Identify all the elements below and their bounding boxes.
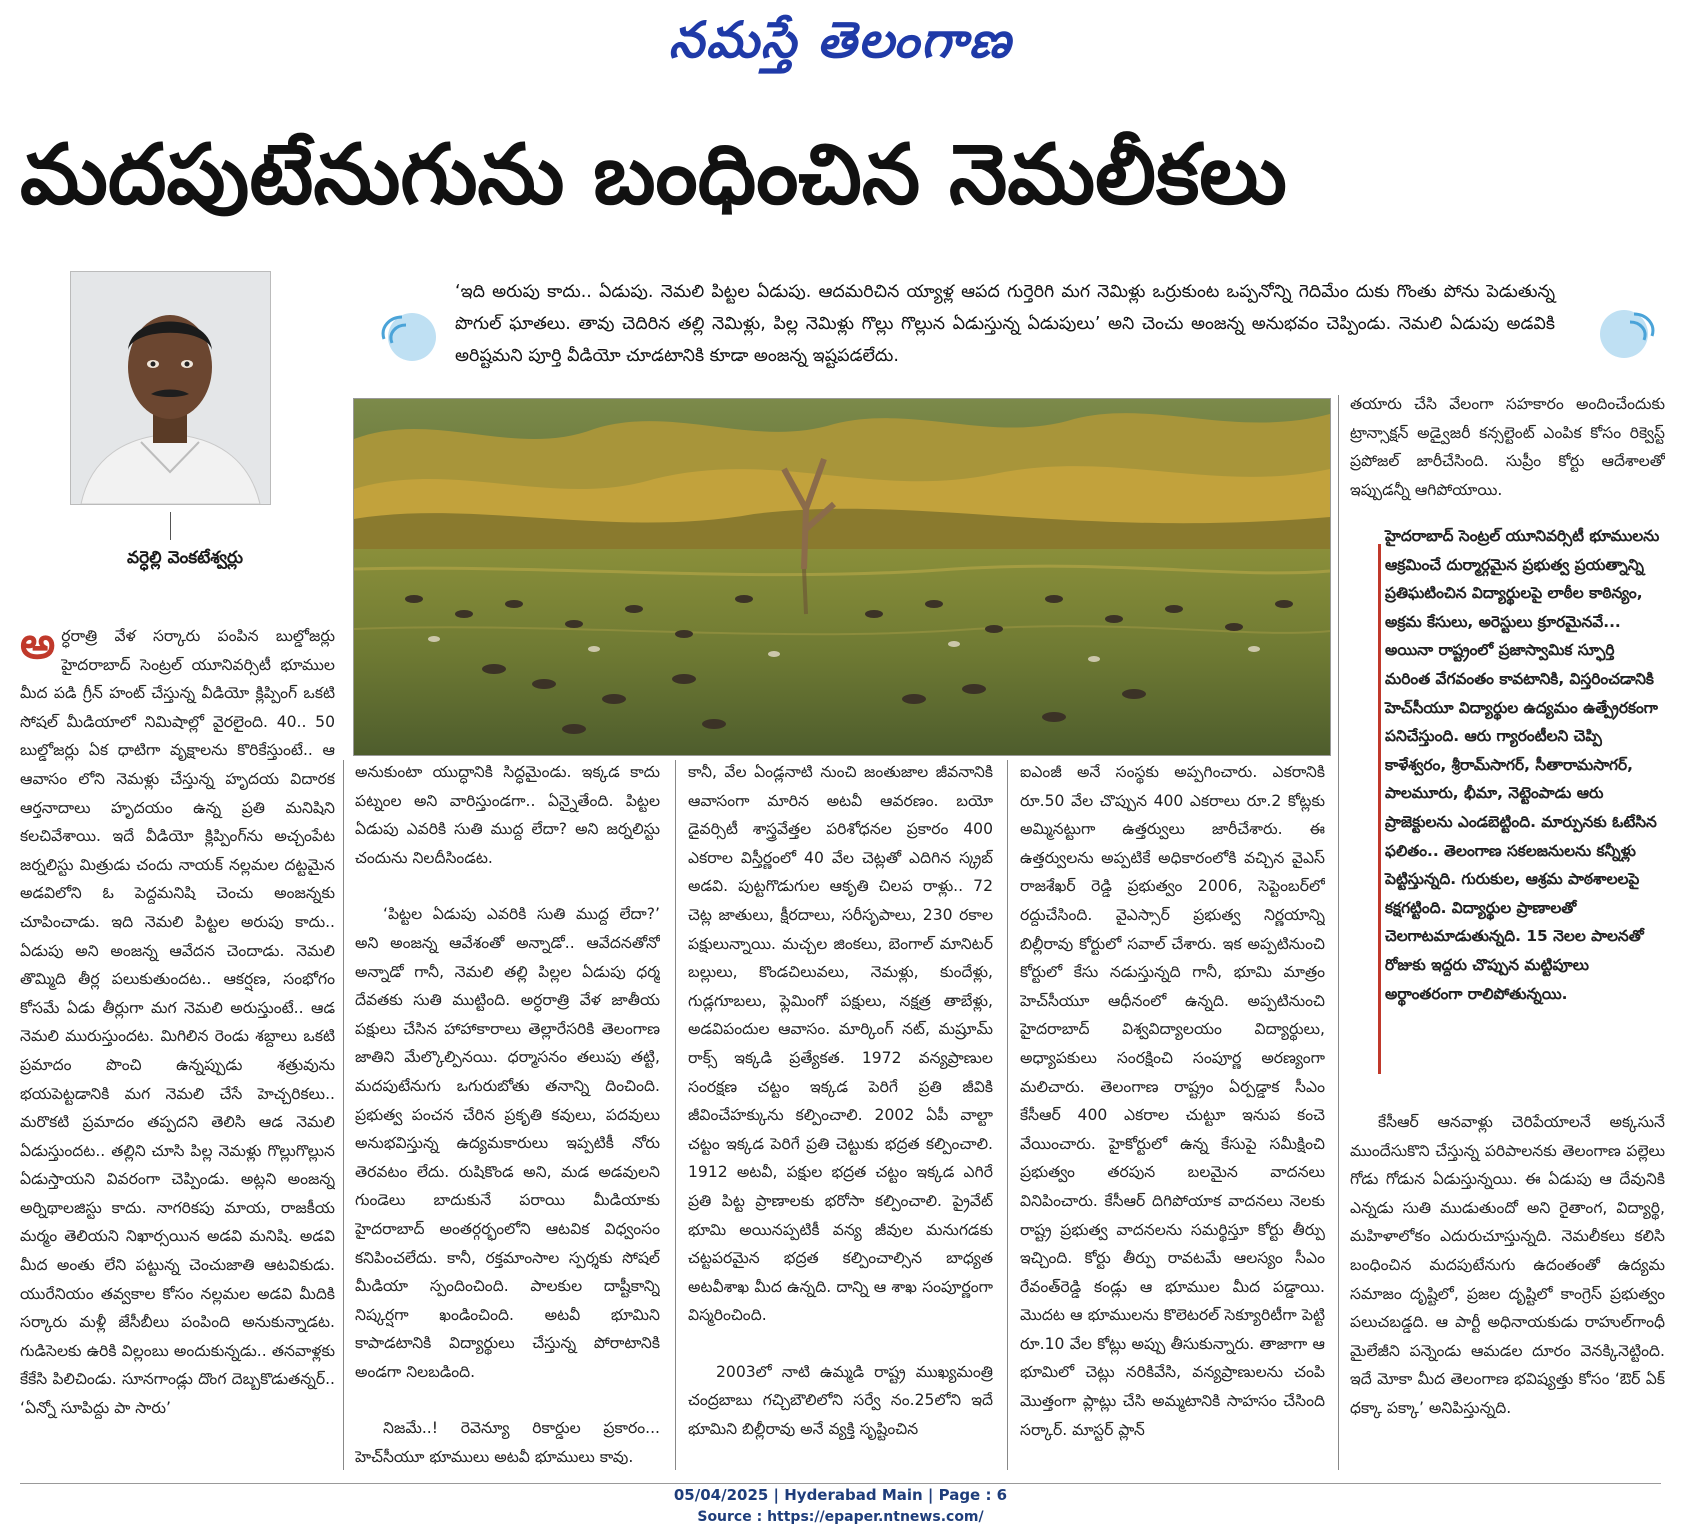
- pull-quote: ‘ఇది అరుపు కాదు.. ఏడుపు. నెమలి పిట్టల ఏడుపు. ఆదమరిచిన య్యాళ్ల ఆపద గుర్తెరిగి మగ నెమిళ్లు ఒర్రుకుంట ఒప్పనోన్ని గెదిమేం దుకు గొంతు పోను పెడుతున్న పొగుల్ ఘాతలు. తావు చెదిరిన తల్లి నెమిళ్లు, పిల్ల నెమిళ్లు గొల్లు గొల్లున ఏడుస్తున్న ఏడుపులు’ అని చెంచు అంజన్న అనుభవం చెప్పిండు. నెమలి ఏడుపు అడవికి అరిష్టమని పూర్తి వీడియో చూడటానికి కూడా అంజన్న ఇష్టపడలేదు.: [455, 282, 1555, 366]
- column-text: కేసీఆర్ ఆనవాళ్లు చెరిపేయాలనే అక్కసునే ముందేసుకొని చేస్తున్న పరిపాలనకు తెలంగాణ పల్లెలు గోడు గోడున ఏడుస్తున్నయి. ఈ ఏడుపు ఆ దేవునికి ఎన్నడు సుతి ముడుతుందో అని రైతాంగ, విద్యార్థి, మహిళాలోకం ఎదురుచూస్తున్నది. నెమలీకలు కలిసి బంధించిన మదపుటేనుగు ఉదంతంతో ఉద్యమ సమాజం దృష్టిలో, ప్రజల దృష్టిలో కాంగ్రెస్ ప్రభుత్వం పలుచబడ్డది. ఆ పార్టీ అధినాయకుడు రాహుల్‌గాంధీ మైలేజీని పన్నెండు ఆమడల దూరం వెనక్కినెట్టింది. ఇదే మోకా మీద తెలంగాణ భవిష్యత్తు కోసం ‘ఔర్ ఏక్ ధక్కా పక్కా’ అనిపిస్తున్నది.: [1350, 1113, 1665, 1417]
- article-column-2: [355, 758, 660, 1470]
- footer-edition-info: 05/04/2025 | Hyderabad Main | Page : 6: [673, 1486, 1008, 1504]
- column-divider: [343, 760, 344, 1470]
- drop-cap: అ: [20, 622, 56, 669]
- author-byline: వర్ధెల్లి వెంకటేశ్వర్లు: [127, 548, 243, 568]
- column-text: ఐఎంజీ అనే సంస్థకు అప్పగించారు. ఎకరానికి రూ.50 వేల చొప్పున 400 ఎకరాలు రూ.2 కోట్లకు అమ్మినట్టుగా ఉత్తర్వులు జారీచేశారు. ఈ ఉత్తర్వులను అప్పటికే అధికారంలోకి వచ్చిన వైఎస్ రాజశేఖర్ రెడ్డి ప్రభుత్వం 2006, సెప్టెంబర్‌లో రద్దుచేసింది. వైఎస్సార్ ప్రభుత్వ నిర్ణయాన్ని బిల్లీరావు కోర్టులో సవాల్ చేశారు. ఇక అప్పటినుంచి కోర్టులో కేసు నడుస్తున్నది గానీ, భూమి మాత్రం హెచ్‌సీయూ ఆధీనంలో ఉన్నది. అప్పటినుంచి హైదరాబాద్ విశ్వవిద్యాలయం విద్యార్థులు, అధ్యాపకులు సంరక్షించి సంపూర్ణ అరణ్యంగా మలిచారు. తెలంగాణ రాష్ట్రం ఏర్పడ్డాక సీఎం కేసీఆర్ 400 ఎకరాల చుట్టూ ఇనుప కంచె వేయించారు. హైకోర్టులో ఉన్న కేసుపై సమీక్షించి ప్రభుత్వం తరపున బలమైన వాదనలు వినిపించారు. కేసీఆర్ దిగిపోయాక వాదనలు నెలకు రాష్ట్ర ప్రభుత్వ వాదనలను సమర్థిస్తూ కోర్టు తీర్పు ఇచ్చింది. కోర్టు తీర్పు రావటమే ఆలస్యం సీఎం రేవంత్‌రెడ్డి కండ్లు ఆ భూముల మీద పడ్డాయి. మొదట ఆ భూములను కొలెటరల్ సెక్యూరిటీగా పెట్టి రూ.10 వేల కోట్లు అప్పు తీసుకున్నారు. తాజాగా ఆ భూమిలో చెట్లు నరికివేసి, వన్యప్రాణులను చంపి మొత్తంగా ప్లాట్లు చేసి అమ్మటానికి సాహసం చేసింది సర్కార్. మాస్టర్ ప్లాన్: [1020, 763, 1325, 1439]
- column-divider: [675, 760, 676, 1470]
- quote-close-icon: [1598, 302, 1666, 362]
- masthead-logo: నమస్తే తెలంగాణ: [668, 10, 1013, 69]
- article-column-4: [1020, 758, 1325, 1470]
- paragraph: నిజమే..! రెవెన్యూ రికార్డుల ప్రకారం... హెచ్‌సీయూ భూములు అటవీ భూములు కావు.: [355, 1419, 660, 1467]
- author-photo: [70, 271, 271, 505]
- column-divider: [1338, 395, 1339, 1470]
- footer-divider: [20, 1483, 1661, 1484]
- byline-connector: [170, 512, 171, 540]
- column-divider: [1007, 760, 1008, 1470]
- quote-open-icon: [370, 305, 438, 365]
- column-text: ర్ధరాత్రి వేళ సర్కారు పంపిన బుల్డోజర్లు హైదరాబాద్ సెంట్రల్ యూనివర్సిటీ భూముల మీద పడి గ్రీన్ హంట్ చేస్తున్న వీడియో క్లిప్పింగ్ ఒకటి సోషల్ మీడియాలో నిమిషాల్లో వైరలైంది. 40.. 50 బుల్డోజర్లు ఏక ధాటిగా వృక్షాలను కొరికేస్తుంటే.. ఆ ఆవాసం లోని నెమళ్లు చేస్తున్న హృదయ విదారక ఆర్తనాదాలు హృదయం ఉన్న ప్రతి మనిషిని కలచివేశాయి. ఇదే వీడియో క్లిప్పింగ్‌ను అచ్చంపేట జర్నలిస్టు మిత్రుడు చందు నాయక్ నల్లమల దట్టమైన అడవిలోని ఓ పెద్దమనిషి చెంచు అంజన్నకు చూపించాడు. ఇది నెమలి పిట్టల అరుపు కాదు.. ఏడుపు అని అంజన్న ఆవేదన చెందాడు. నెమలి తొమ్మిది తీర్ల పలుకుతుందట.. ఆకర్షణ, సంభోగం కోసమే ఏడు తీర్లుగా మగ నెమలి అరుస్తుంటే.. ఆడ నెమలి మురుస్తుందట. మిగిలిన రెండు శబ్దాలు ఒకటి ప్రమాదం పొంచి ఉన్నప్పుడు శత్రువును భయపెట్టడానికి మగ నెమలి చేసే హెచ్చరికలు.. మరొకటి ప్రమాదం తప్పదని తెలిసి ఆడ నెమలి ఏడుస్తుందట.. తల్లిని చూసి పిల్ల నెమళ్లు గొల్లుగొల్లున ఏడుస్తాయని వివరంగా చెప్పిండు. అట్లని అంజన్న అర్నిథాలజిస్టు కాదు. నాగరికపు మాయ, రాజకీయ మర్మం తెలియని నిఖార్సయిన అడవి మనిషి. అడవి మీద అంతు లేని పట్టున్న చెంచుజాతి ఆటవికుడు. యురేనియం తవ్వకాల కోసం నల్లమల అడవి మీదికి సర్కారు మళ్లీ జేసీబీలు పంపింది అనుకున్నాడట. గుడిసెలకు ఉరికి విల్లంబు అందుకున్నడు.. తనవాళ్లకు కేకేసి పిలిచిండు. సూనగాండ్లు దొంగ దెబ్బకొడుతన్నర్.. ‘ఏన్నో సూపిద్దు పా సారు’: [20, 627, 335, 1418]
- paragraph: కానీ, వేల ఏండ్లనాటి నుంచి జంతుజాల జీవనానికి ఆవాసంగా మారిన అటవీ ఆవరణం. బయో డైవర్సిటీ శాస్త్రవేత్తల పరిశోధనల ప్రకారం 400 ఎకరాల విస్తీర్ణంలో 40 వేల చెట్లతో ఎదిగిన స్క్రబ్ అడవి. పుట్టగొడుగుల ఆకృతి చిలప రాళ్లు.. 72 చెట్ల జాతులు, క్షీరదాలు, సరీసృపాలు, 230 రకాల పక్షులున్నాయి. మచ్చల జింకలు, బెంగాల్ మానిటర్ బల్లులు, కొండచిలువలు, నెమళ్లు, కుందేళ్లు, గుడ్లగూబలు, ఫ్లెమింగో పక్షులు, నక్షత్ర తాబేళ్లు, అడవిపందుల ఆవాసం. మార్కింగ్ నట్, మష్రూమ్ రాక్స్ ఇక్కడి ప్రత్యేకత. 1972 వన్యప్రాణుల సంరక్షణ చట్టం ఇక్కడ పెరిగే ప్రతి జీవికి జీవించేహక్కును కల్పించాలి. 2002 ఏపీ వాల్టా చట్టం ఇక్కడ పెరిగే ప్రతి చెట్టుకు భద్రత కల్పించాలి. 1912 అటవీ, పక్షుల భద్రత చట్టం ఇక్కడ ఎగిరే ప్రతి పిట్ట ప్రాణాలకు భరోసా కల్పించాలి. ప్రైవేట్ భూమి అయినప్పటికీ వన్య జీవుల మనుగడకు చట్టపరమైన భద్రత కల్పించాల్సిన బాధ్యత అటవీశాఖ మీద ఉన్నది. దాన్ని ఆ శాఖ సంపూర్ణంగా విస్మరించింది.: [688, 763, 993, 1325]
- paragraph: ‘పిట్టల ఏడుపు ఎవరికి సుతి ముద్ద లేదా?’ అని అంజన్న ఆవేశంతో అన్నాడో.. ఆవేదనతోనో అన్నాడో గానీ, నెమలి తల్లి పిల్లల ఏడుపు ధర్మ దేవతకు సుతి ముట్టింది. అర్ధరాత్రి వేళ జాతీయ పక్షులు చేసిన హాహాకారాలు తెల్లారేసరికి తెలంగాణ జాతిని మేల్కొల్పినయి. ధర్మాసనం తలుపు తట్టి, మదపుటేనుగు ఒగురుబోతు తనాన్ని దించింది. ప్రభుత్వ పంచన చేరిన ప్రకృతి కవులు, పదవులు అనుభవిస్తున్న ఉద్యమకారులు ఇప్పటికీ నోరు తెరవటం లేదు. రుషికొండ అని, మడ అడవులని గుండెలు బాదుకునే పరాయి మీడియాకు హైదరాబాద్ అంతర్గర్భంలోని ఆటవిక విధ్వంసం కనిపించలేదు. కానీ, రక్తమాంసాల స్పర్శకు సోషల్ మీడియా స్పందించింది. పాలకుల దాష్టీకాన్ని నిష్కర్షగా ఖండించింది. అటవీ భూమిని కాపాడటానికి విద్యార్థులు చేస్తున్న పోరాటానికి అండగా నిలబడింది.: [355, 905, 660, 1381]
- paragraph: అనుకుంటా యుద్ధానికి సిద్ధమైండు. ఇక్కడ కాదు పట్నంల అని వారిస్తుండగా.. ఏన్నైతేంది. పిట్టల ఏడుపు ఎవరికి సుతి ముద్ద లేదా? అని జర్నలిస్టు చందును నిలదీసిండట.: [355, 763, 660, 867]
- lake-photo: [353, 398, 1331, 756]
- paragraph: 2003లో నాటి ఉమ్మడి రాష్ట్ర ముఖ్యమంత్రి చంద్రబాబు గచ్చిబౌలిలోని సర్వే నం.25లోని ఇదే భూమిని బిల్లీరావు అనే వ్యక్తి సృష్టించిన: [688, 1362, 993, 1439]
- article-column-5-top: [1350, 390, 1665, 502]
- footer-source-link[interactable]: Source : https://epaper.ntnews.com/: [697, 1509, 984, 1525]
- headline: మదపుటేనుగును బంధించిన నెమలీకలు: [20, 126, 1287, 223]
- column-text: తయారు చేసి వేలంగా సహకారం అందించేందుకు ట్రాన్సాక్షన్ అడ్వైజరీ కన్సల్టెంట్ ఎంపిక కోసం రిక్వెస్ట్ ప్రపోజల్ జారీచేసింది. సుప్రీం కోర్టు ఆదేశాలతో ఇప్పుడన్నీ ఆగిపోయాయి.: [1350, 395, 1665, 499]
- highlight-sidebar: హైదరాబాద్ సెంట్రల్ యూనివర్సిటీ భూములను ఆక్రమించే దుర్మార్గమైన ప్రభుత్వ ప్రయత్నాన్ని ప్రతిఘటించిన విద్యార్థులపై లాఠీల కాఠిన్యం, అక్రమ కేసులు, అరెస్టులు క్రూరమైనవే... అయినా రాష్ట్రంలో ప్రజాస్వామిక స్ఫూర్తి మరింత వేగవంతం కావటానికి, విస్తరించడానికి హెచ్‌సీయూ విద్యార్థుల ఉద్యమం ఉత్ప్రేరకంగా పనిచేస్తుంది. ఆరు గ్యారంటీలని చెప్పి కాళేశ్వరం, శ్రీరామ్‌సాగర్, సీతారామసాగర్, పాలమూరు, భీమా, నెట్టెంపాడు ఆరు ప్రాజెక్టులను ఎండబెట్టింది. మార్పునకు ఓటేసిన ఫలితం.. తెలంగాణ సకలజనులను కన్నీళ్లు పెట్టిస్తున్నది. గురుకుల, ఆశ్రమ పాఠశాలలపై కక్షగట్టింది. విద్యార్థుల ప్రాణాలతో చెలగాటమాడుతున్నది. 15 నెలల పాలనతో రోజుకు ఇద్దరు చొప్పున మట్టిపూలు అర్థాంతరంగా రాలిపోతున్నయి.: [1385, 527, 1660, 1003]
- pond-with-ducks-image: [354, 399, 1330, 755]
- article-column-5-bottom: [1350, 1108, 1665, 1470]
- article-column-3: [688, 758, 993, 1470]
- sidebar-accent-rule: [1378, 544, 1381, 1074]
- article-column-1: [20, 622, 335, 1470]
- author-portrait-icon: [71, 272, 270, 504]
